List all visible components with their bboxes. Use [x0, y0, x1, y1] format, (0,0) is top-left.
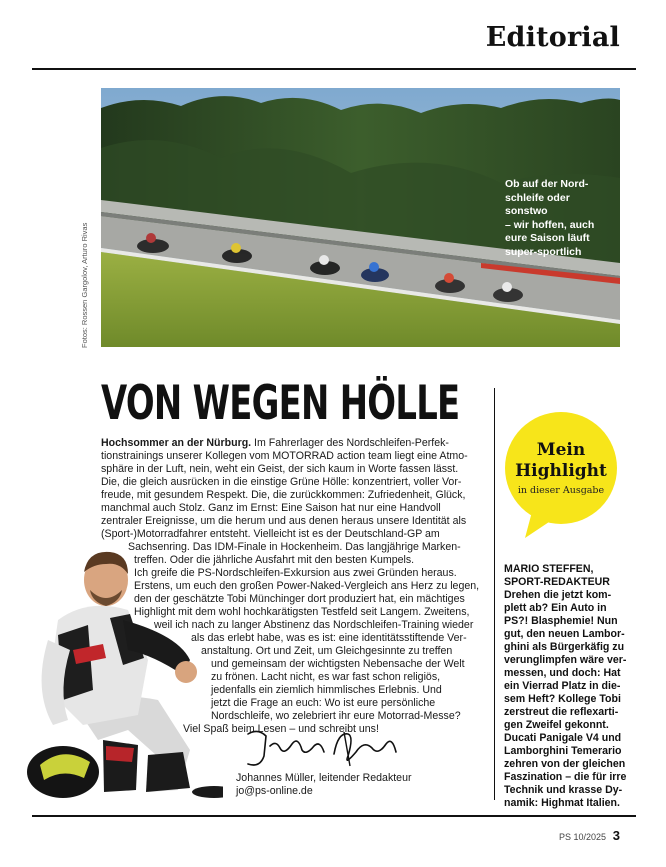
body-line: jedenfalls ein ziemlich himmlisches Erlebnis. Und	[211, 684, 442, 696]
headline: VON WEGEN HÖLLE	[101, 376, 460, 431]
body-line	[101, 437, 449, 450]
body-line: zu frönen. Lacht nicht, es war fast schon religiös,	[211, 671, 441, 683]
body-line: anstaltung. Ort und Zeit, um Gleichgesinnte zu treffen	[201, 645, 453, 657]
body-line: und gemeinsam der wichtigsten Nebensache der Welt	[211, 658, 465, 670]
body-line: weil ich nach zu langer Abstinenz das Nordschleifen-Training wieder	[154, 619, 474, 631]
highlight-title: Mein	[536, 440, 586, 460]
sidebar-line: messen, und doch: Hat	[504, 667, 621, 679]
highlight-title: Highlight	[515, 461, 607, 481]
body-line: den der geschätzte Tobi Münchinger dort produziert hat, ein mächtiges	[134, 593, 465, 605]
body-line: freude, mit gesundem Respekt. Die, die zurückkommen: Zufriedenheit, Glück,	[101, 489, 466, 501]
photo-caption-line: Ob auf der Nord-	[505, 178, 589, 190]
body-line: Highlight mit dem wohl hochkarätigsten Testfeld seit Langem. Zweitens,	[134, 606, 470, 618]
section-title: Editorial	[485, 22, 620, 53]
photo-caption-line: – wir hoffen, auch	[505, 218, 595, 231]
sidebar-author: MARIO STEFFEN,	[504, 563, 594, 575]
sidebar-line: namik: Highmat Italien.	[504, 797, 620, 809]
sidebar-line: ein Vierrad Platz in die-	[504, 680, 621, 692]
sidebar-line: Technik und krasse Dy-	[504, 784, 623, 796]
sidebar-line: verunglimpfen wäre ver-	[504, 654, 627, 666]
photo-caption-line: super-sportlich	[505, 245, 582, 258]
signature-name: Johannes Müller, leitender Redakteur	[236, 772, 412, 784]
bottom-rule	[32, 815, 636, 817]
photo-caption	[505, 178, 615, 259]
author-portrait	[18, 540, 223, 812]
body-line: Sachsenring. Das IDM-Finale in Hockenheim. Das langjährige Marken-	[128, 541, 461, 553]
body-line: Erstens, um euch den großen Power-Naked-Vergleich ans Herz zu legen,	[134, 580, 480, 592]
body-line: (Sport-)Motorradfahrer entsteht. Vielleicht ist es der Deutschland-GP am	[101, 528, 440, 540]
sidebar-line: gen Zweifel gekonnt.	[504, 719, 609, 731]
photo-credit: Fotos: Rossen Gargolov, Arturo Rivas	[80, 222, 89, 348]
body-line: tionstrainings unserer Kollegen vom MOTORRAD action team liegt eine Atmo-	[101, 450, 468, 462]
sidebar-role: SPORT-REDAKTEUR	[504, 576, 610, 588]
body-line: Ich greife die PS-Nordschleifen-Exkursion aus zwei Gründen heraus.	[134, 567, 457, 579]
body-line: Nordschleife, wo zelebriert ihr eure Motorrad-Messe?	[211, 710, 461, 722]
sidebar-divider	[494, 388, 495, 800]
lead-in: Hochsommer an der Nürburg.	[101, 437, 252, 449]
body-line: Die, die gleich ausrücken in die einstige Grüne Hölle: konzentriert, voller Vor-	[101, 476, 462, 488]
sidebar-line: Faszination – die für irre	[504, 771, 627, 783]
sidebar-line: PS?! Blasphemie! Nun	[504, 615, 618, 627]
top-rule	[32, 68, 636, 70]
body-line: sphäre in der Luft, nein, weht ein Geist, der sich kaum in Worte fassen lässt.	[101, 463, 459, 475]
sidebar-line: ghini als Bürgerkäfig zu	[504, 641, 625, 653]
signature-graphic	[236, 726, 406, 774]
body-line: Viel Spaß beim Lesen – und schreibt uns!	[183, 723, 379, 735]
body-line: treffen. Oder die jährliche Ausfahrt mit den besten Kumpels.	[134, 554, 415, 566]
sidebar-line: Drehen die jetzt kom-	[504, 589, 612, 601]
sidebar-line: sem Heft? Kollege Tobi	[504, 693, 621, 705]
sidebar-line: zehren von der gleichen	[504, 758, 626, 770]
body-line: als das erlebt habe, was es ist: eine identitätsstiftende Ver-	[191, 632, 467, 644]
sidebar-line: Lamborghini Temerario	[504, 745, 622, 757]
photo-caption-line: schleife oder sonstwo	[505, 191, 570, 217]
issue-label: PS 10/2025	[558, 832, 606, 842]
sidebar-line: plett ab? Ein Auto in	[504, 602, 607, 614]
body-line-text: Im Fahrerlager des Nordschleifen-Perfek-	[251, 437, 449, 449]
signature-email[interactable]: jo@ps-online.de	[236, 785, 313, 797]
body-line: jetzt die Frage an euch: Wo ist eure persönliche	[211, 697, 436, 709]
sidebar-line: Ducati Panigale V4 und	[504, 732, 622, 744]
body-line: manchmal auch Stolz. Ganz im Ernst: Eine Saison hat nur eine Handvoll	[101, 502, 441, 514]
photo-caption-line: eure Saison läuft	[505, 232, 590, 244]
page-number: 3	[612, 828, 620, 843]
sidebar-line: gut, den neuen Lambor-	[504, 628, 625, 640]
body-line: zentraler Ereignisse, um die herum und aus denen heraus unsere Identität als	[101, 515, 467, 527]
highlight-subtitle: in dieser Ausgabe	[517, 485, 605, 496]
sidebar-line: zerstreut die reflexarti-	[504, 706, 619, 718]
